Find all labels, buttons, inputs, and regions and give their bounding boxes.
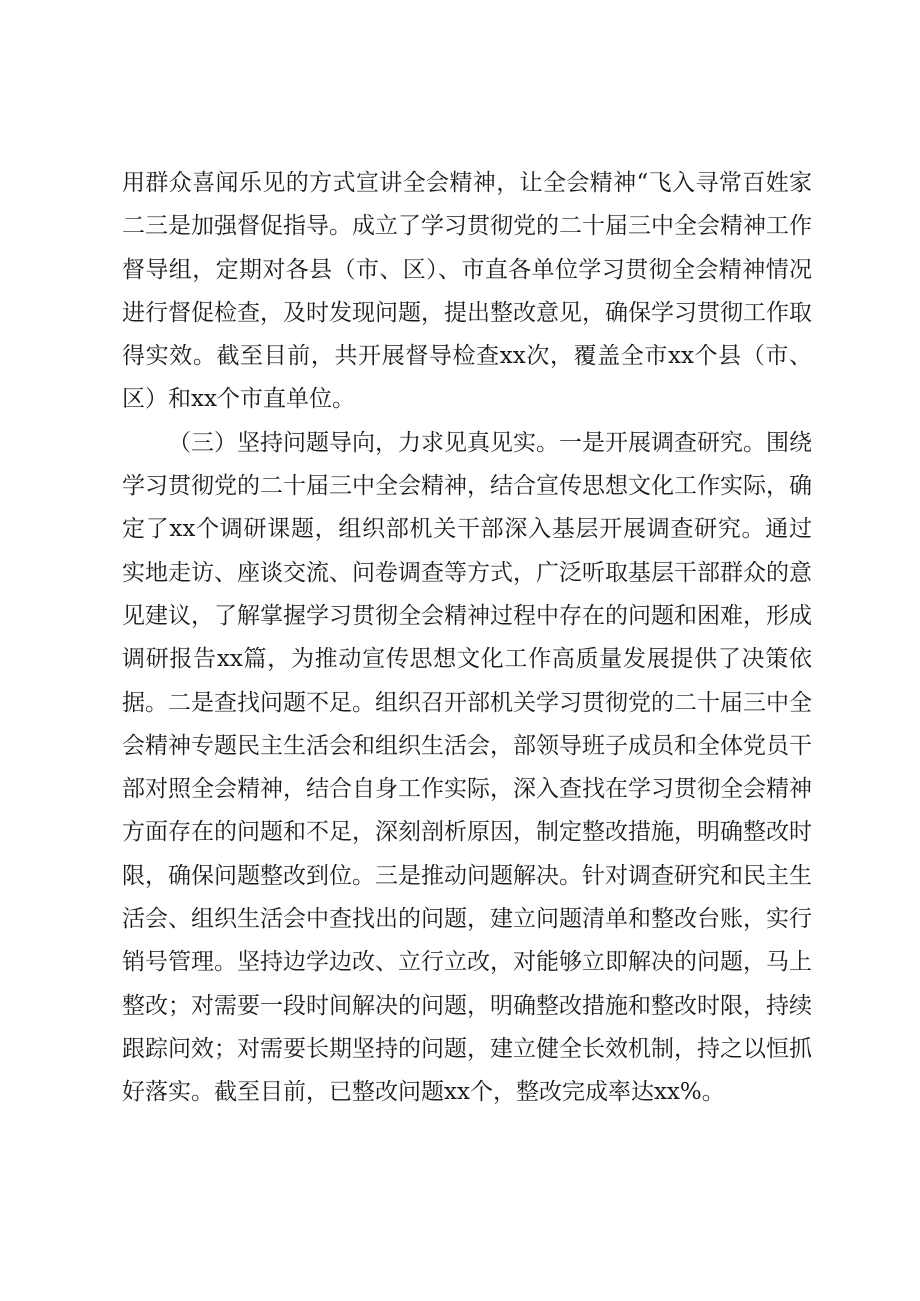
paragraph-continuation: 用群众喜闻乐见的方式宣讲全会精神，让全会精神“飞入寻常百姓家二三是加强督促指导。成立了学习贯彻党的二十届三中全会精神工作督导组，定期对各县（市、区）、市直各单位学习贯彻全会精神情况进行督促检查，及时发现问题，提出整改意见，确保学习贯彻工作取得实效。截至目前，共开展督导检查xx次，覆盖全市xx个县（市、区）和xx个市直单位。 (122, 170, 812, 413)
paragraph-section-3: （三）坚持问题导向，力求见真见实。一是开展调查研究。围绕学习贯彻党的二十届三中全会精神，结合宣传思想文化工作实际，确定了xx个调研课题，组织部机关干部深入基层开展调查研究。通过实地走访、座谈交流、问卷调查等方式，广泛听取基层干部群众的意见建议，了解掌握学习贯彻全会精神过程中存在的问题和困难，形成调研报告xx篇，为推动宣传思想文化工作高质量发展提供了决策依据。二是查找问题不足。组织召开部机关学习贯彻党的二十届三中全会精神专题民主生活会和组织生活会，部领导班子成员和全体党员干部对照全会精神，结合自身工作实际，深入查找在学习贯彻全会精神方面存在的问题和不足，深刻剖析原因，制定整改措施，明确整改时限，确保问题整改到位。三是推动问题解决。针对调查研究和民主生活会、组织生活会中查找出的问题，建立问题清单和整改台账，实行销号管理。坚持边学边改、立行立改，对能够立即解决的问题，马上整改；对需要一段时间解决的问题，明确整改措施和整改时限，持续跟踪问效；对需要长期坚持的问题，建立健全长效机制，持之以恒抓好落实。截至目前，已整改问题xx个，整改完成率达xx%。 (122, 429, 812, 1106)
document-body (122, 162, 812, 1115)
